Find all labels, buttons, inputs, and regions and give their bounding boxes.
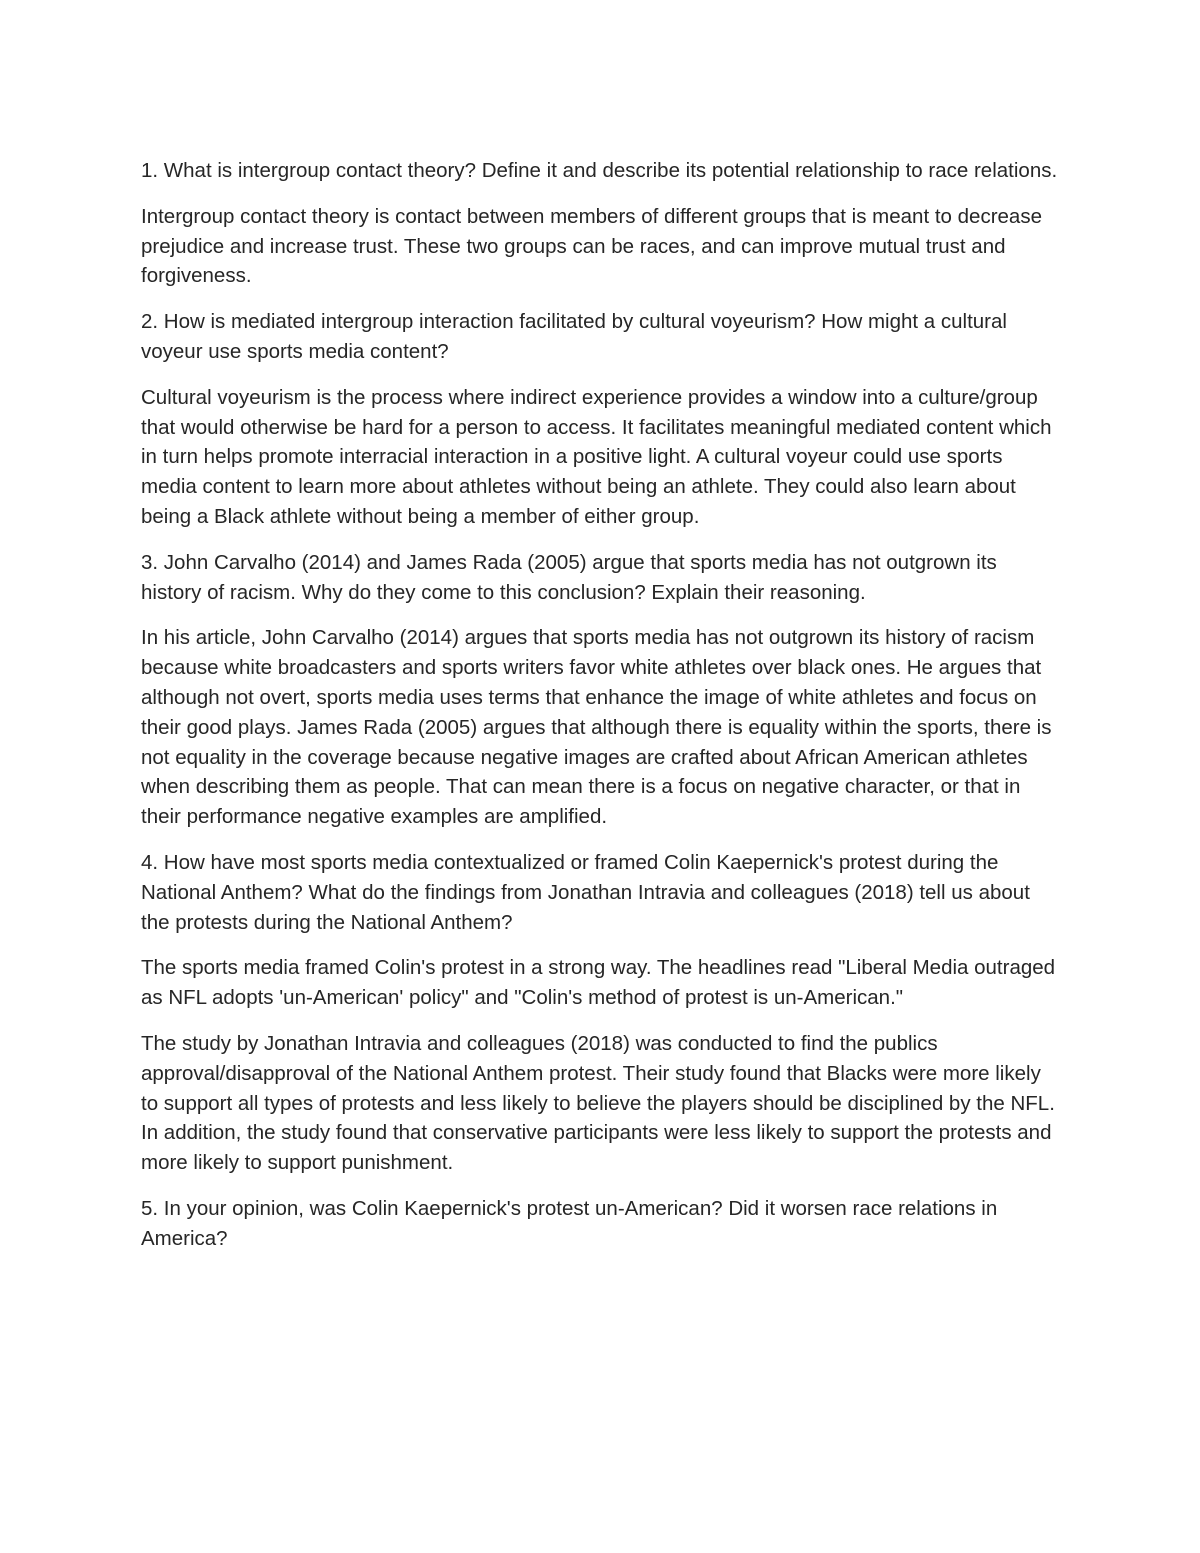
question-4: 4. How have most sports media contextualized or framed Colin Kaepernick's protest during the National Anthem? What do the findings from Jonathan Intravia and colleagues (2018) tell us about the protests during the National Anthem?	[141, 850, 1030, 934]
answer-4-part-2: The study by Jonathan Intravia and colleagues (2018) was conducted to find the publics approval/disapproval of the National Anthem protest. Their study found that Blacks were more likely to support all types of protests and less likely to believe the players should be disciplined by the NFL. In addition, the study found that conservative participants were less likely to support the protests and more likely to support punishment.	[141, 1031, 1055, 1175]
question-3: 3. John Carvalho (2014) and James Rada (2005) argue that sports media has not outgrown its history of racism. Why do they come to this conclusion? Explain their reasoning.	[141, 550, 997, 604]
answer-2: Cultural voyeurism is the process where indirect experience provides a window into a culture/group that would otherwise be hard for a person to access. It facilitates meaningful mediated content which in turn helps promote interracial interaction in a positive light. A cultural voyeur could use sports media content to learn more about athletes without being an athlete. They could also learn about being a Black athlete without being a member of either group.	[141, 385, 1052, 528]
question-2: 2. How is mediated intergroup interaction facilitated by cultural voyeurism? How might a cultural voyeur use sports media content?	[141, 310, 1007, 363]
answer-4-part-1: The sports media framed Colin's protest in a strong way. The headlines read "Liberal Media outraged as NFL adopts 'un-American' policy" and "Colin's method of protest is un-American."	[141, 956, 1056, 1010]
answer-1: Intergroup contact theory is contact between members of different groups that is meant to decrease prejudice and increase trust. These two groups can be races, and can improve mutual trust and forgiveness.	[141, 204, 1042, 288]
question-1: 1. What is intergroup contact theory? Define it and describe its potential relationship to race relations.	[141, 159, 1058, 182]
question-5: 5. In your opinion, was Colin Kaepernick's protest un-American? Did it worsen race relations in America?	[141, 1196, 998, 1250]
document-body	[141, 156, 1061, 1270]
answer-3: In his article, John Carvalho (2014) argues that sports media has not outgrown its history of racism because white broadcasters and sports writers favor white athletes over black ones. He argues that although not overt, sports media uses terms that enhance the image of white athletes and focus on their good plays. James Rada (2005) argues that although there is equality within the sports, there is not equality in the coverage because negative images are crafted about African American athletes when describing them as people. That can mean there is a focus on negative character, or that in their performance negative examples are amplified.	[141, 626, 1052, 829]
